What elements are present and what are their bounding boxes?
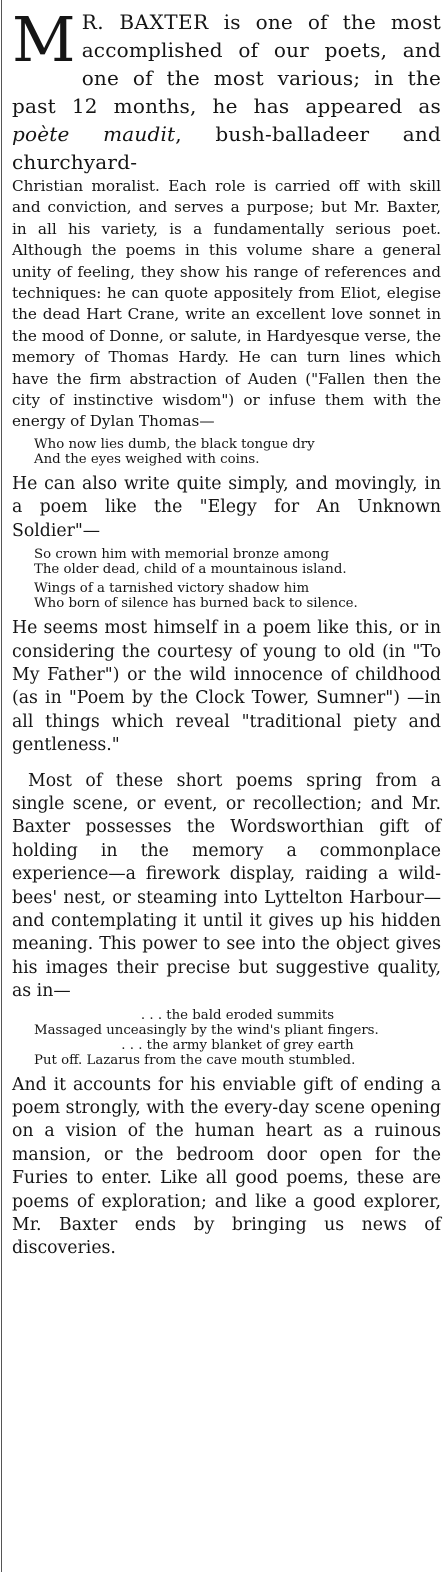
- paragraph-1-rest: Christian moralist. Each role is carried off with skill and conviction, and serves a purpose; but Mr. Baxter, in all his variety, is a fundamentally serious poet. Although the poems in this volume share a general unity of feeling, they show his range of references and techniques: he can quote appositely from Eliot, elegise the dead Hart Crane, write an excellent love sonnet in the mood of Donne, or salute, in Hardyesque verse, the memory of Thomas Hardy. He can turn lines which have the firm abstraction of Auden ("Fallen then the city of instinctive wisdom") or infuse them with the energy of Dylan Thomas—: [12, 177, 441, 431]
- paragraph-5: And it accounts for his enviable gift of ending a poem strongly, with the every-day scene opening on a vision of the human heart as a ruinous mansion, or the bedroom door open for the Furies to enter. Like all good poems, these are poems of exploration; and like a good explorer, Mr. Baxter ends by bringing us news of discoveries.: [12, 1074, 441, 1259]
- intro-text-a: is one of the most accomplished of our poets, and one of the most various; in the past 12 months, he has appeared as: [12, 10, 441, 118]
- quote-elegy: [34, 547, 441, 611]
- quote-line: Put off. Lazarus from the cave mouth stumbled.: [34, 1052, 356, 1068]
- quote-line: . . . the army blanket of grey earth: [121, 1037, 354, 1053]
- quote-summits: [34, 1008, 441, 1068]
- quote-line: Who born of silence has burned back to silence.: [34, 596, 358, 612]
- quote-line: The older dead, child of a mountainous island.: [34, 562, 347, 578]
- quote-line: Who now lies dumb, the black tongue dry: [34, 436, 315, 452]
- paragraph-2: He can also write quite simply, and movingly, in a poem like the "Elegy for An Unknown Soldier"—: [12, 473, 441, 541]
- quote-line: . . . the bald eroded summits: [140, 1007, 335, 1023]
- quote-line: Wings of a tarnished victory shadow him: [34, 581, 310, 597]
- quote-dylan-thomas: [34, 437, 441, 467]
- paragraph-4: Most of these short poems spring from a single scene, or event, or recollection; and Mr. Baxter possesses the Wordsworthian gift of holding in the memory a commonplace experience—a firework display, raiding a wild-bees' nest, or steaming into Lyttelton Harbour—and contemplating it until it gives up his hidden meaning. This power to see into the object gives his images their precise but suggestive quality, as in—: [12, 770, 441, 1002]
- column-rule: [1, 0, 2, 1572]
- quote-line: Massaged unceasingly by the wind's pliant fingers.: [34, 1022, 379, 1038]
- drop-cap: M: [12, 3, 76, 76]
- intro-caps: R. BAXTER: [81, 10, 209, 34]
- paragraph-3: He seems most himself in a poem like this, or in considering the courtesy of young to old (in "To My Father") or the wild innocence of childhood (as in "Poem by the Clock Tower, Sumner") —in all things which reveal "traditional piety and gentleness.": [12, 618, 441, 756]
- intro-italic: poète maudit: [12, 122, 176, 146]
- intro-paragraph: [12, 3, 441, 176]
- intro-text-b: , bush-balladeer and churchyard-: [12, 122, 441, 174]
- quote-line: So crown him with memorial bronze among: [34, 547, 330, 563]
- paragraph-gap: [12, 758, 441, 770]
- quote-line: And the eyes weighed with coins.: [34, 451, 260, 467]
